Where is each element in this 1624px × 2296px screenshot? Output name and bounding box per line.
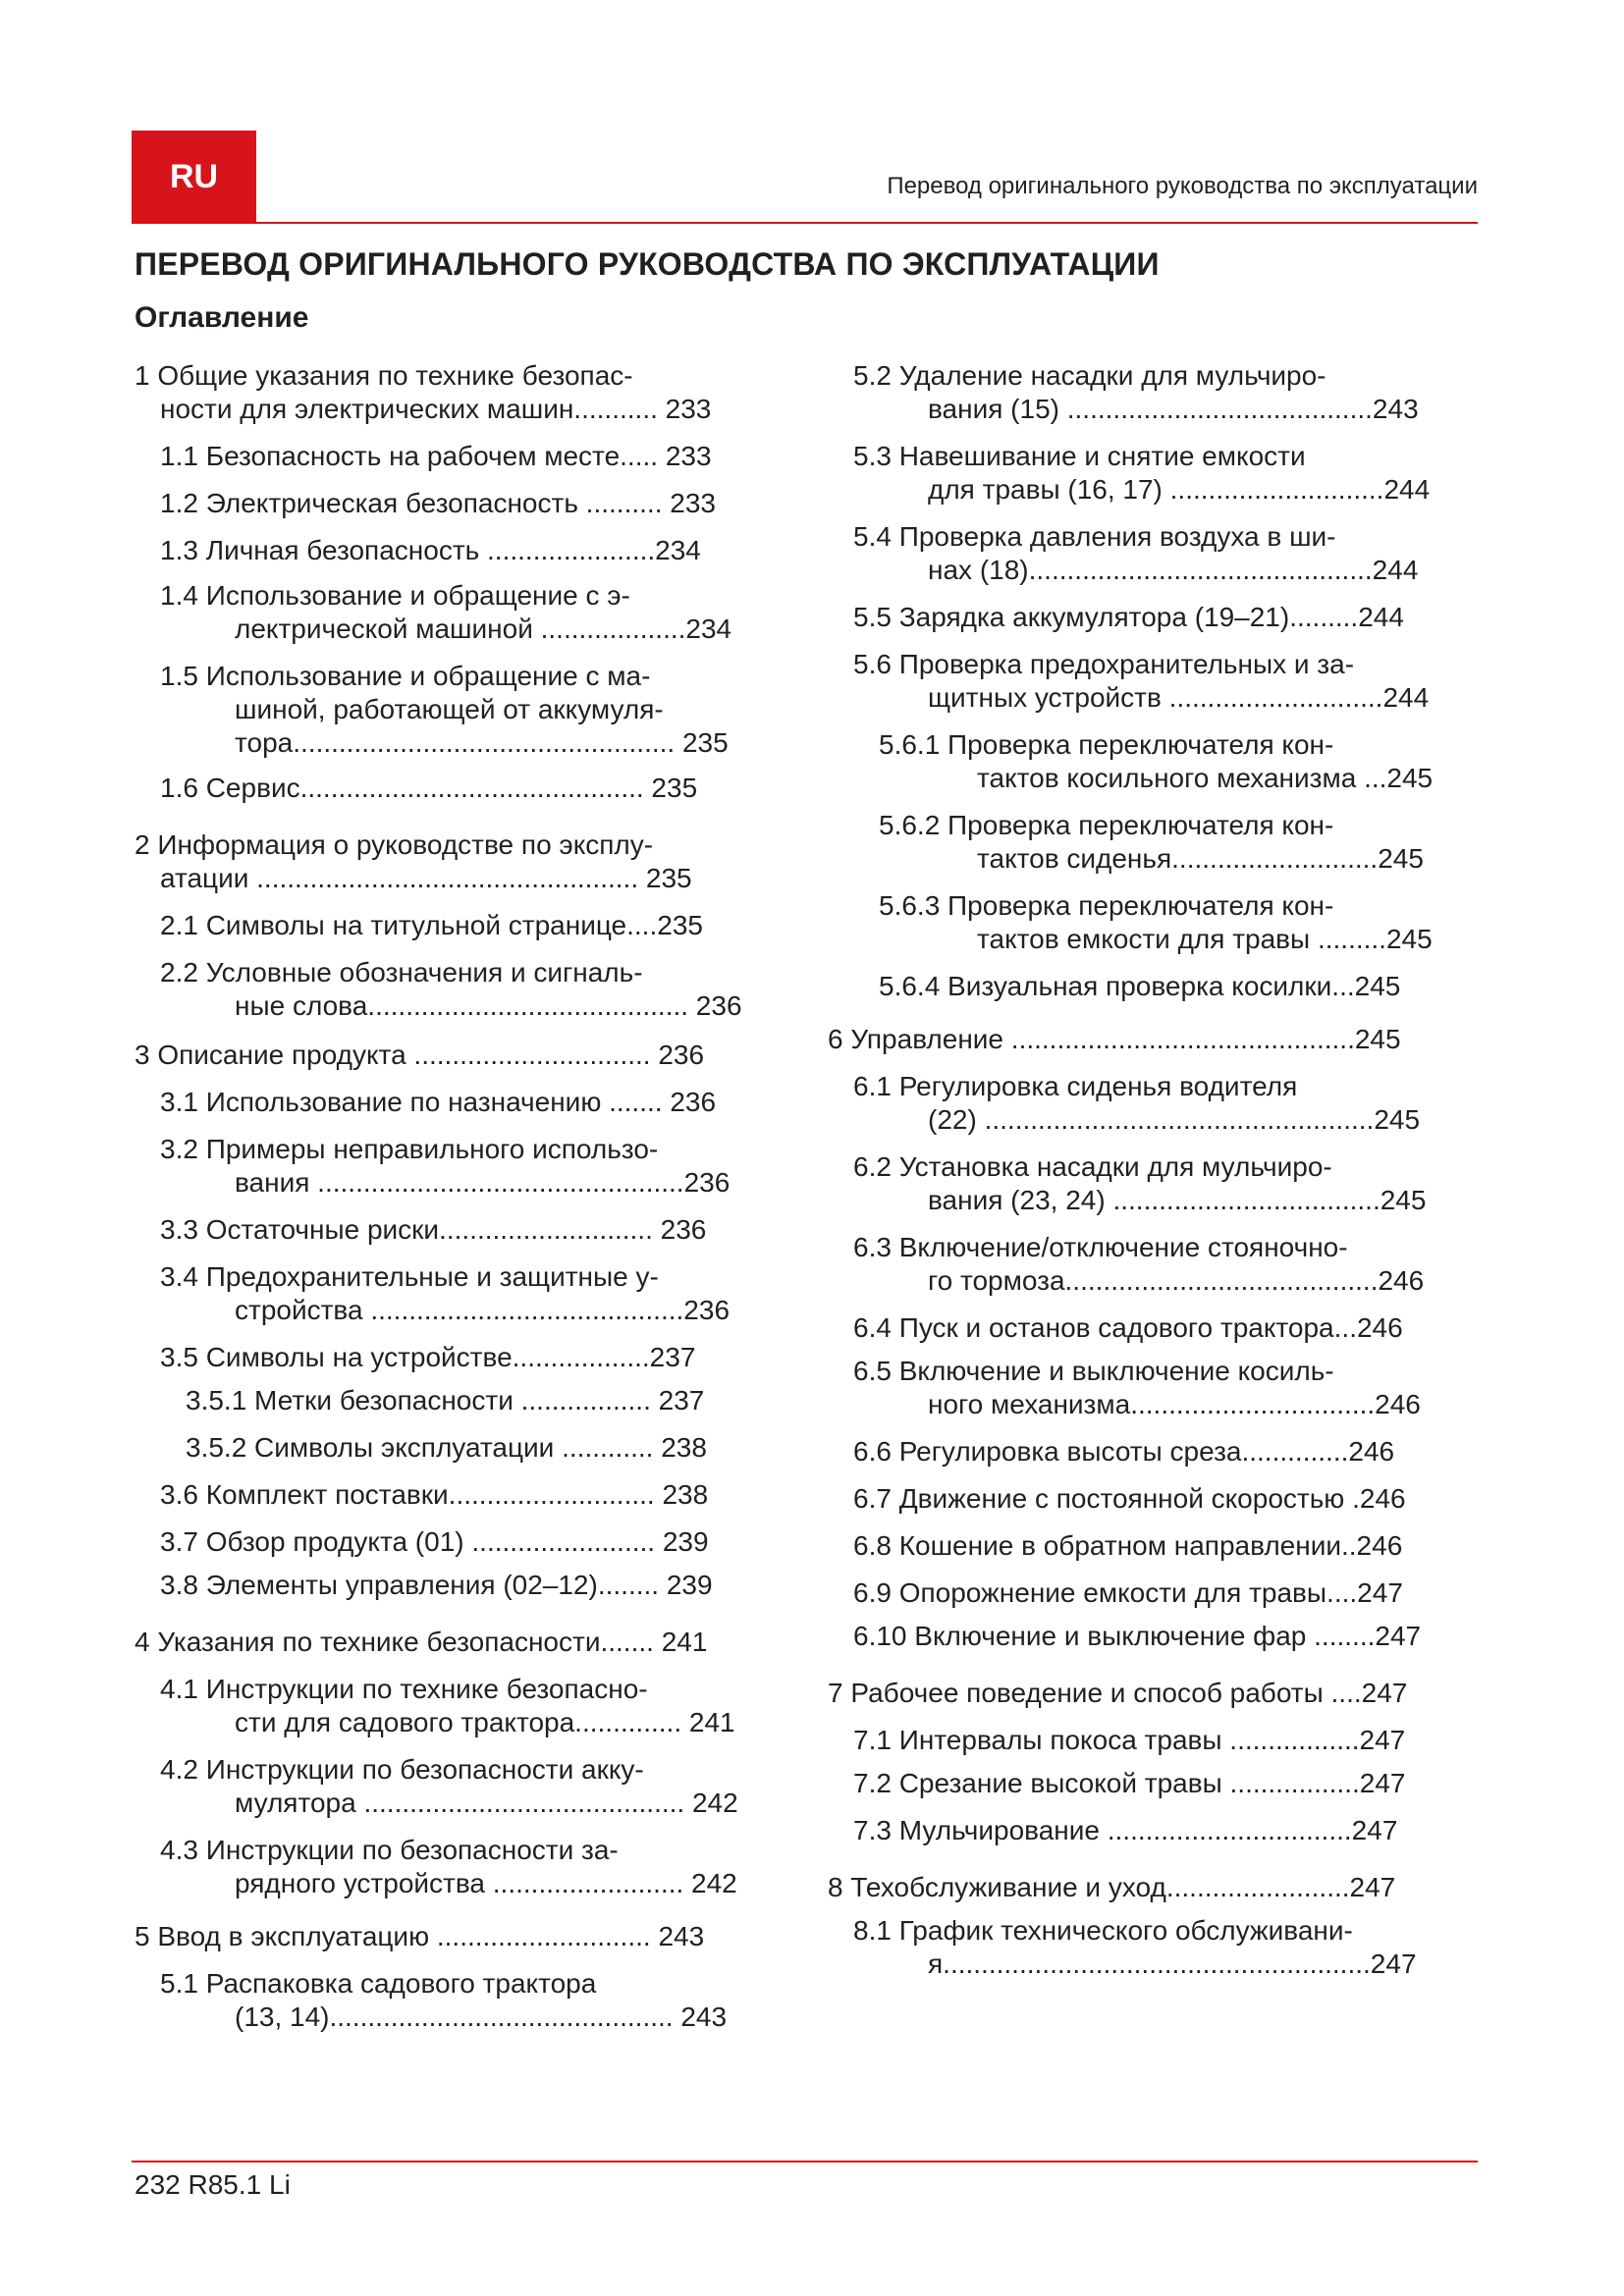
toc-entry[interactable] [135,487,742,520]
toc-entry-title: 3.2 Примеры неправильного использо- [160,1134,659,1164]
running-header: Перевод оригинального руководства по эксплуатации [887,173,1478,199]
toc-entry[interactable] [828,648,1433,715]
toc-entry-title: 5.3 Навешивание и снятие емкости [853,441,1306,471]
toc-entry-continuation: рядного устройства ......................... 242 [235,1868,737,1898]
toc-entry-title: 5.6.4 Визуальная проверка косилки...245 [879,971,1401,1001]
toc-entry[interactable] [828,1871,1433,1904]
toc-entry-title: 4.2 Инструкции по безопасности акку- [160,1754,644,1785]
toc-entry[interactable] [828,1150,1433,1217]
toc-entry-title: 5.5 Зарядка аккумулятора (19–21).........244 [853,602,1404,632]
toc-entry-continuation: тактов косильного механизма ...245 [977,763,1434,793]
toc-entry[interactable] [828,359,1433,426]
toc-entry[interactable] [828,440,1433,507]
toc-entry-continuation: тактов емкости для травы .........245 [977,924,1433,954]
toc-entry-title: 8 Техобслуживание и уход........................247 [828,1872,1396,1902]
toc-entry[interactable] [135,1569,742,1602]
toc-entry-title: 7.3 Мульчирование ................................247 [853,1815,1398,1845]
toc-entry-title: 1.2 Электрическая безопасность .......... 233 [160,488,716,518]
toc-entry-title: 8.1 График технического обслуживани- [853,1915,1353,1946]
toc-entry[interactable] [135,440,742,473]
toc-entry-title: 7 Рабочее поведение и способ работы ....247 [828,1678,1408,1708]
toc-entry-title: 4.1 Инструкции по технике безопасно- [160,1674,648,1704]
toc-entry-title: 7.2 Срезание высокой травы .................247 [853,1768,1406,1798]
toc-entry[interactable] [828,520,1433,587]
toc-entry-title: 7.1 Интервалы покоса травы .................247 [853,1725,1406,1755]
toc-left-column [135,359,742,2034]
toc-entry-title: 3.5.1 Метки безопасности ................. 237 [186,1385,705,1415]
page-footer: 232 R85.1 Li [135,2169,291,2200]
toc-entry-title: 3.7 Обзор продукта (01) ........................ 239 [160,1526,709,1557]
toc-entry-title: 3 Описание продукта ............................... 236 [135,1040,705,1070]
toc-entry[interactable] [828,1529,1433,1563]
toc-entry-title: 6.9 Опорожнение емкости для травы....247 [853,1577,1403,1608]
toc-entry[interactable] [828,1724,1433,1757]
toc-entry[interactable] [828,1767,1433,1800]
toc-entry-title: 4.3 Инструкции по безопасности за- [160,1835,619,1865]
toc-entry-title: 2 Информация о руководстве по эксплу- [135,829,654,860]
toc-entry[interactable] [135,1525,742,1559]
toc-entry-continuation: вания (15) ........................................243 [928,394,1419,424]
toc-entry-title: 5.1 Распаковка садового трактора [160,1968,597,1999]
toc-entry[interactable] [828,1620,1433,1653]
toc-entry[interactable] [135,579,742,646]
toc-entry-title: 6.2 Установка насадки для мульчиро- [853,1151,1332,1182]
toc-entry-title: 3.1 Использование по назначению ....... 236 [160,1087,717,1117]
toc-right-column [828,359,1433,1981]
toc-entry[interactable] [135,1213,742,1247]
toc-entry-title: 6.6 Регулировка высоты среза..............246 [853,1436,1395,1467]
toc-entry-continuation: щитных устройств ............................244 [928,682,1430,713]
toc-entry-title: 6.10 Включение и выключение фар ........247 [853,1621,1422,1651]
toc-entry-continuation: сти для садового трактора.............. 241 [235,1707,735,1737]
toc-entry[interactable] [828,1023,1433,1056]
toc-entry-continuation: ные слова.......................................... 236 [235,990,742,1021]
toc-entry-continuation: ного механизма................................246 [928,1389,1421,1419]
toc-entry-title: 5 Ввод в эксплуатацию ............................ 243 [135,1921,705,1951]
toc-entry-title: 3.6 Комплект поставки........................... 238 [160,1479,709,1510]
toc-entry-title: 6.3 Включение/отключение стояночно- [853,1232,1348,1262]
toc-entry-title: 6.7 Движение с постоянной скоростью .246 [853,1483,1406,1514]
toc-entry[interactable] [828,1355,1433,1421]
toc-entry[interactable] [135,1626,742,1659]
toc-entry-title: 1.1 Безопасность на рабочем месте..... 233 [160,441,712,471]
toc-entry-title: 6.8 Кошение в обратном направлении..246 [853,1530,1403,1561]
toc-entry-title: 5.6.3 Проверка переключателя кон- [879,890,1334,921]
toc-entry-title: 5.6.2 Проверка переключателя кон- [879,810,1334,840]
toc-entry[interactable] [135,1673,742,1739]
toc-entry[interactable] [135,828,742,895]
toc-entry-title: 5.4 Проверка давления воздуха в ши- [853,521,1336,552]
toc-entry[interactable] [135,1478,742,1512]
toc-entry-continuation: атации .................................................. 235 [160,863,692,893]
toc-entry[interactable] [828,1482,1433,1516]
toc-entry-title: 1.5 Использование и обращение с ма- [160,661,651,691]
toc-entry-title: 4 Указания по технике безопасности....... 241 [135,1627,708,1657]
toc-entry-continuation: стройства .........................................236 [235,1295,731,1325]
toc-entry-title: 6.4 Пуск и останов садового трактора...246 [853,1312,1403,1343]
toc-entry[interactable] [828,1435,1433,1468]
toc-entry[interactable] [135,1086,742,1119]
toc-entry[interactable] [828,728,1433,795]
footer-rule [132,2161,1478,2163]
toc-entry[interactable] [828,601,1433,634]
toc-entry-continuation: вания ................................................236 [235,1167,731,1198]
toc-entry-title: 3.8 Элементы управления (02–12)........ 239 [160,1570,713,1600]
toc-entry-title: 3.4 Предохранительные и защитные у- [160,1261,659,1292]
toc-entry-continuation: ности для электрических машин........... 233 [160,394,712,424]
toc-entry[interactable] [135,956,742,1023]
toc-entry[interactable] [828,1311,1433,1345]
toc-entry-title: 3.3 Остаточные риски............................ 236 [160,1214,707,1245]
toc-entry-title: 5.2 Удаление насадки для мульчиро- [853,360,1326,391]
toc-entry-continuation: тактов сиденья...........................245 [977,843,1424,874]
toc-entry-title: 3.5.2 Символы эксплуатации ............ 238 [186,1432,707,1463]
toc-entry[interactable] [135,1260,742,1327]
toc-entry-title: 6 Управление .............................................245 [828,1024,1401,1054]
toc-entry-continuation: (22) ...................................................245 [928,1104,1421,1135]
toc-entry-title: 5.6.1 Проверка переключателя кон- [879,729,1334,760]
toc-entry[interactable] [828,970,1433,1003]
toc-entry[interactable] [828,1914,1433,1981]
toc-entry-continuation: для травы (16, 17) ............................244 [928,474,1431,505]
toc-entry-title: 2.2 Условные обозначения и сигналь- [160,957,643,988]
toc-entry[interactable] [135,1834,742,1900]
toc-entry-title: 1.3 Личная безопасность ......................234 [160,535,701,565]
toc-entry[interactable] [135,1431,742,1465]
toc-entry-continuation: шиной, работающей от аккумуля- [235,694,664,724]
toc-entry-title: 3.5 Символы на устройстве..................237 [160,1342,696,1372]
toc-entry-continuation: нах (18).............................................244 [928,555,1419,585]
toc-entry[interactable] [135,534,742,567]
toc-entry[interactable] [828,1231,1433,1298]
toc-entry-continuation: я........................................................247 [928,1949,1417,1979]
toc-entry[interactable] [828,1070,1433,1137]
toc-heading: Оглавление [135,301,309,334]
toc-entry-continuation: вания (23, 24) ...................................245 [928,1185,1427,1215]
toc-entry-title: 5.6 Проверка предохранительных и за- [853,649,1355,679]
toc-entry[interactable] [135,772,742,805]
toc-entry[interactable] [828,1814,1433,1847]
toc-entry-title: 1.4 Использование и обращение с э- [160,580,630,611]
toc-entry[interactable] [828,1576,1433,1610]
language-tab: RU [132,131,256,223]
toc-entry[interactable] [135,1341,742,1374]
toc-entry-title: 6.1 Регулировка сиденья водителя [853,1071,1298,1101]
toc-entry-continuation: (13, 14)............................................. 243 [235,2002,728,2032]
toc-entry[interactable] [135,660,742,760]
toc-entry[interactable] [828,889,1433,956]
toc-entry[interactable] [135,1920,742,1953]
toc-entry-title: 1 Общие указания по технике безопас- [135,360,633,391]
toc-entry[interactable] [135,1967,742,2034]
header-rule [132,222,1478,224]
toc-entry[interactable] [135,909,742,942]
toc-entry-title: 2.1 Символы на титульной странице....235 [160,910,703,940]
toc-entry[interactable] [135,359,742,426]
document-title: ПЕРЕВОД ОРИГИНАЛЬНОГО РУКОВОДСТВА ПО ЭКСПЛУАТАЦИИ [135,246,1160,282]
toc-entry-title: 1.6 Сервис............................................. 235 [160,773,698,803]
toc-entry-continuation: тора.................................................. 235 [235,727,729,758]
toc-entry[interactable] [828,809,1433,876]
toc-entry[interactable] [135,1133,742,1200]
toc-entry-continuation: мулятора .......................................... 242 [235,1788,738,1818]
toc-entry-title: 6.5 Включение и выключение косиль- [853,1356,1334,1386]
toc-entry[interactable] [135,1039,742,1072]
toc-entry-continuation: лектрической машиной ...................234 [235,614,732,644]
toc-entry[interactable] [135,1753,742,1820]
toc-entry[interactable] [828,1677,1433,1710]
toc-entry-continuation: го тормоза.........................................246 [928,1265,1425,1296]
toc-entry[interactable] [135,1384,742,1417]
